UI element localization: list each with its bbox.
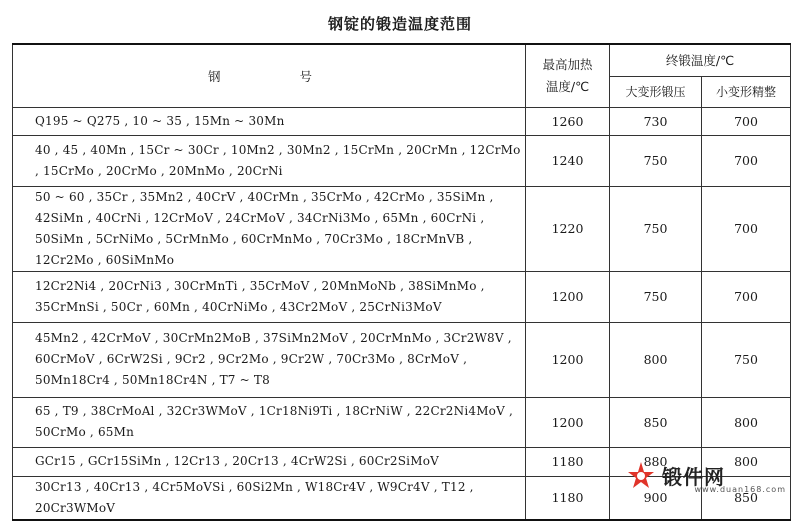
watermark-logo	[626, 458, 786, 492]
large-deformation-temp: 750	[610, 271, 702, 322]
table-row	[13, 107, 791, 135]
steel-grades: 30Cr13 , 40Cr13 , 4Cr5MoVSi , 60Si2Mn , W18Cr4V , W9Cr4V , T12 , 20Cr3WMoV	[13, 476, 526, 520]
header-large-deformation: 大变形锻压	[610, 76, 702, 107]
page-title: 钢锭的锻造温度范围	[327, 15, 472, 33]
table-row	[13, 271, 791, 322]
large-deformation-temp: 850	[610, 397, 702, 447]
header-max-heat-label: 最高加热	[542, 56, 593, 72]
steel-grades: GCr15 , GCr15SiMn , 12Cr13 , 20Cr13 , 4CrW2Si , 60Cr2SiMoV	[13, 447, 526, 476]
max-heat-temp: 1180	[526, 476, 610, 520]
small-deformation-temp: 850	[702, 476, 791, 520]
steel-grades: 50 ~ 60 , 35Cr , 35Mn2 , 40CrV , 40CrMn , 35CrMo , 42CrMo , 35SiMn , 42SiMn , 40CrNi , 12CrMoV , 24CrMoV , 34CrNi3Mo , 65Mn , 60CrNi , 50SiMn , 5CrNiMo , 5CrMnMo , 60CrMnMo , 70Cr3Mo , 18CrMnVB , 12Cr2Mo , 60SiMnMo	[13, 186, 526, 271]
small-deformation-temp: 700	[702, 135, 791, 186]
steel-grades: 65 , T9 , 38CrMoAl , 32Cr3WMoV , 1Cr18Ni9Ti , 18CrNiW , 22Cr2Ni4MoV , 50CrMo , 65Mn	[13, 397, 526, 447]
max-heat-temp: 1180	[526, 447, 610, 476]
forging-temperature-table	[12, 43, 791, 521]
forge-star-icon	[626, 460, 656, 490]
header-row-1	[13, 44, 791, 76]
steel-grades: 45Mn2 , 42CrMoV , 30CrMn2MoB , 37SiMn2MoV , 20CrMnMo , 3Cr2W8V , 60CrMoV , 6CrW2Si , 9Cr2 , 9Cr2Mo , 9Cr2W , 70Cr3Mo , 8CrMoV , 50Mn18Cr4 , 50Mn18Cr4N , T7 ~ T8	[13, 322, 526, 397]
large-deformation-temp: 800	[610, 322, 702, 397]
table-row	[13, 322, 791, 397]
max-heat-temp: 1260	[526, 107, 610, 135]
small-deformation-temp: 700	[702, 107, 791, 135]
table-row	[13, 397, 791, 447]
large-deformation-temp: 880	[610, 447, 702, 476]
small-deformation-temp: 700	[702, 186, 791, 271]
header-small-deformation: 小变形精整	[702, 76, 791, 107]
small-deformation-temp: 800	[702, 447, 791, 476]
max-heat-temp: 1240	[526, 135, 610, 186]
max-heat-temp: 1200	[526, 322, 610, 397]
steel-grades: 40 , 45 , 40Mn , 15Cr ~ 30Cr , 10Mn2 , 30Mn2 , 15CrMn , 20CrMn , 12CrMo , 15CrMo , 20CrMo , 20MnMo , 20CrNi	[13, 135, 526, 186]
header-final-forge: 终锻温度/℃	[610, 44, 791, 76]
steel-grades: 12Cr2Ni4 , 20CrNi3 , 30CrMnTi , 35CrMoV , 20MnMoNb , 38SiMnMo , 35CrMnSi , 50Cr , 60Mn , 40CrNiMo , 43Cr2MoV , 25CrNi3MoV	[13, 271, 526, 322]
header-max-heat-unit: 温度/℃	[545, 78, 590, 94]
large-deformation-temp: 900	[610, 476, 702, 520]
large-deformation-temp: 750	[610, 135, 702, 186]
large-deformation-temp: 750	[610, 186, 702, 271]
large-deformation-temp: 730	[610, 107, 702, 135]
header-steel: 钢 号	[13, 44, 526, 107]
table-row	[13, 135, 791, 186]
header-max-heat	[526, 44, 610, 107]
small-deformation-temp: 700	[702, 271, 791, 322]
max-heat-temp: 1200	[526, 271, 610, 322]
max-heat-temp: 1220	[526, 186, 610, 271]
max-heat-temp: 1200	[526, 397, 610, 447]
table-row	[13, 186, 791, 271]
watermark-url: www.duan168.com	[694, 485, 786, 494]
watermark-brand: 锻件网	[662, 464, 725, 489]
small-deformation-temp: 800	[702, 397, 791, 447]
small-deformation-temp: 750	[702, 322, 791, 397]
steel-grades: Q195 ~ Q275 , 10 ~ 35 , 15Mn ~ 30Mn	[13, 107, 526, 135]
